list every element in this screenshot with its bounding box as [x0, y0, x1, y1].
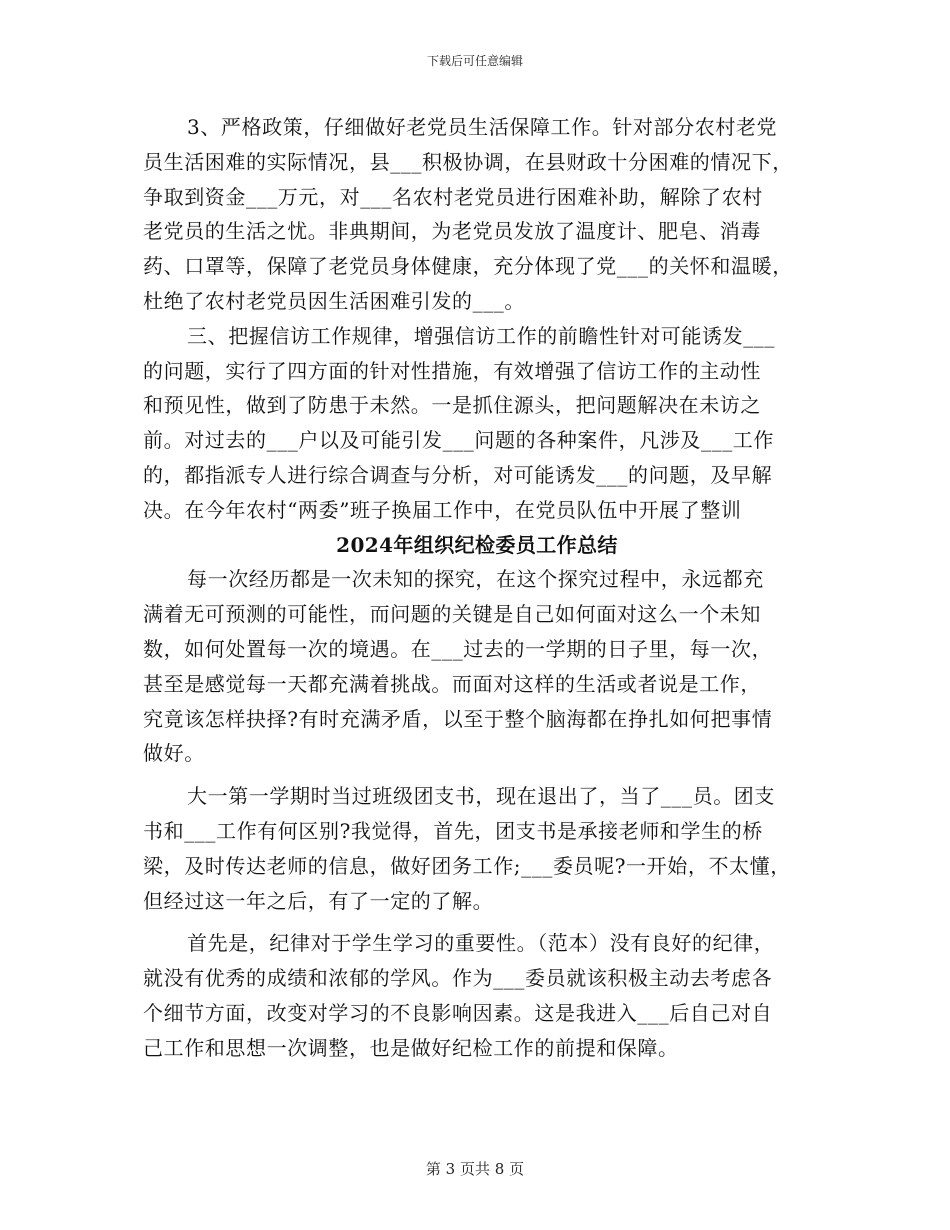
text-line: 老党员的生活之忧。非典期间，为老党员发放了温度计、肥皂、消毒	[143, 219, 761, 244]
text-line: 和预见性，做到了防患于未然。一是抓住源头，把问题解决在未访之	[143, 393, 761, 418]
paragraph	[143, 562, 811, 771]
text-line: 个细节方面，改变对学习的不良影响因素。这是我进入___后自己对自	[143, 1000, 773, 1025]
text-line: 的，都指派专人进行综合调查与分析，对可能诱发___的问题，及早解	[143, 462, 773, 487]
text-line: 满着无可预测的可能性，而问题的关键是自己如何面对这么一个未知	[143, 602, 761, 627]
text-line: 就没有优秀的成绩和浓郁的学风。作为___委员就该积极主动去考虑各	[143, 966, 773, 991]
text-line: 杜绝了农村老党员因生活困难引发的___。	[143, 288, 525, 313]
paragraph	[143, 319, 811, 528]
text-line: 首先是，纪律对于学生学习的重要性。（范本）没有良好的纪律，	[187, 931, 775, 956]
text-line: 三、把握信访工作规律，增强信访工作的前瞻性针对可能诱发___	[187, 323, 775, 348]
text-line: 但经过这一年之后，有了一定的了解。	[143, 888, 494, 913]
text-line: 每一次经历都是一次未知的探究，在这个探究过程中，永远都充	[187, 567, 764, 592]
paragraph	[143, 110, 811, 319]
text-line: 做好。	[143, 741, 205, 766]
text-line: 员生活困难的实际情况，县___积极协调，在县财政十分困难的情况下，	[143, 149, 793, 174]
text-line: 前。对过去的___户以及可能引发___问题的各种案件，凡涉及___工作	[143, 428, 774, 453]
text-line: 数，如何处置每一次的境遇。在___过去的一学期的日子里，每一次，	[143, 636, 773, 661]
text-line: 究竟该怎样抉择?有时充满矛盾，以至于整个脑海都在挣扎如何把事情	[143, 706, 773, 731]
text-line: 的问题，实行了四方面的针对性措施，有效增强了信访工作的主动性	[143, 358, 761, 383]
text-line: 决。在今年农村“两委”班子换届工作中，在党员队伍中开展了整训	[143, 497, 742, 522]
paragraph	[143, 779, 811, 918]
page-footer: 第 3 页共 8 页	[425, 1160, 525, 1178]
text-line: 书和___工作有何区别?我觉得，首先，团支书是承接老师和学生的桥	[143, 818, 763, 843]
paragraph	[143, 926, 811, 1065]
text-line: 甚至是感觉每一天都充满着挑战。而面对这样的生活或者说是工作，	[143, 671, 761, 696]
text-line: 药、口罩等，保障了老党员身体健康，充分体现了党___的关怀和温暖，	[143, 254, 793, 279]
text-line: 争取到资金___万元，对___名农村老党员进行困难补助，解除了农村	[143, 184, 763, 209]
article-title: 2024年组织纪检委员工作总结	[336, 532, 618, 557]
text-line: 大一第一学期时当过班级团支书，现在退出了，当了___员。团支	[187, 784, 775, 809]
document-body	[143, 110, 811, 1066]
page-header: 下载后可任意编辑	[426, 54, 523, 68]
text-line: 梁，及时传达老师的信息，做好团务工作;___委员呢?一开始，不太懂，	[143, 853, 791, 878]
text-line: 己工作和思想一次调整，也是做好纪检工作的前提和保障。	[143, 1035, 679, 1060]
text-line: 3、严格政策，仔细做好老党员生活保障工作。针对部分农村老党	[187, 115, 778, 139]
